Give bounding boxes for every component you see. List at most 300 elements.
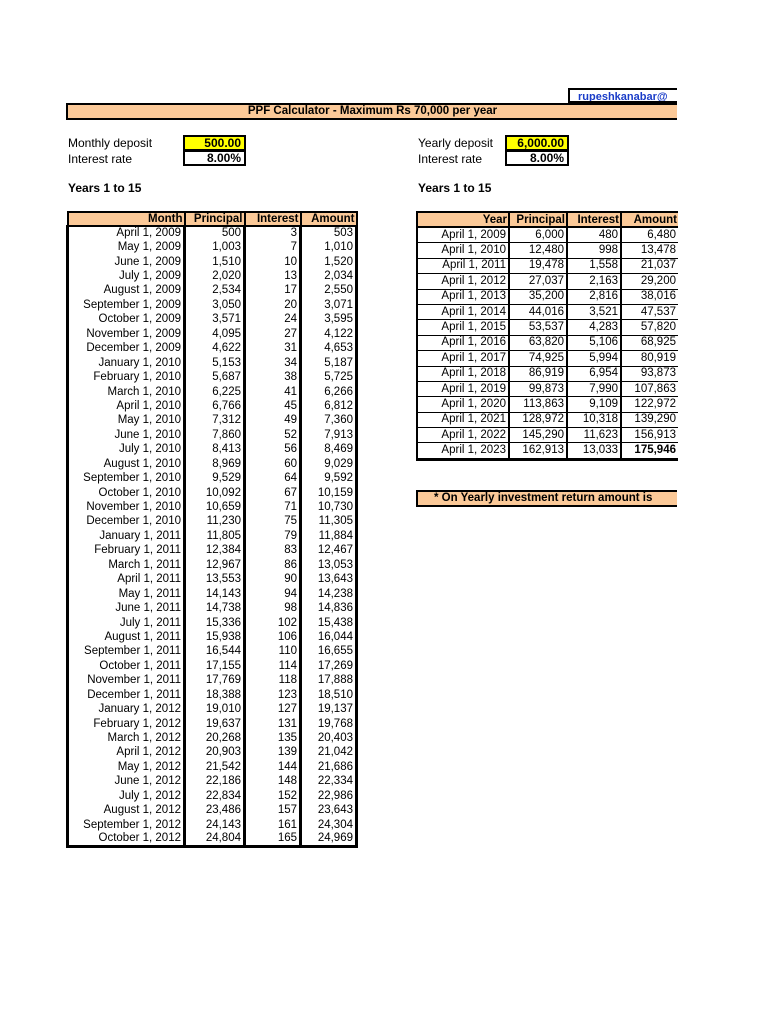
cell-interest: 998 (567, 243, 621, 258)
table-row (68, 486, 357, 500)
cell-date: April 1, 2009 (68, 226, 185, 240)
table-row (68, 674, 357, 688)
cell-date: April 1, 2009 (417, 227, 509, 243)
cell-date: August 1, 2009 (68, 284, 185, 298)
cell-principal: 9,529 (185, 471, 245, 485)
cell-date: July 1, 2011 (68, 616, 185, 630)
cell-interest: 2,816 (567, 289, 621, 304)
table-row (68, 255, 357, 269)
table-row (68, 832, 357, 847)
table-row (68, 356, 357, 370)
cell-date: June 1, 2011 (68, 601, 185, 615)
cell-amount: 3,595 (301, 313, 357, 327)
cell-date: April 1, 2023 (417, 443, 509, 459)
cell-interest: 165 (245, 832, 301, 847)
cell-date: December 1, 2010 (68, 515, 185, 529)
cell-date: February 1, 2012 (68, 717, 185, 731)
cell-amount: 139,290 (621, 412, 678, 427)
cell-interest: 135 (245, 731, 301, 745)
table-row (68, 298, 357, 312)
cell-date: April 1, 2012 (68, 746, 185, 760)
cell-principal: 22,834 (185, 789, 245, 803)
cell-amount: 23,643 (301, 804, 357, 818)
cell-principal: 44,016 (509, 304, 567, 319)
cell-amount: 57,820 (621, 320, 678, 335)
column-header-interest: Interest (245, 212, 301, 226)
cell-interest: 52 (245, 428, 301, 442)
table-row (68, 731, 357, 745)
cell-principal: 10,092 (185, 486, 245, 500)
cell-date: September 1, 2012 (68, 818, 185, 832)
cell-amount: 1,010 (301, 240, 357, 254)
yearly-deposit-field[interactable]: 6,000.00 (505, 135, 569, 151)
cell-amount: 14,238 (301, 587, 357, 601)
cell-amount: 12,467 (301, 544, 357, 558)
cell-interest: 127 (245, 702, 301, 716)
cell-interest: 480 (567, 227, 621, 243)
table-row (68, 240, 357, 254)
table-row (417, 320, 678, 335)
cell-amount: 16,044 (301, 630, 357, 644)
cell-amount: 24,304 (301, 818, 357, 832)
cell-date: April 1, 2013 (417, 289, 509, 304)
cell-amount: 1,520 (301, 255, 357, 269)
cell-amount: 15,438 (301, 616, 357, 630)
cell-interest: 148 (245, 775, 301, 789)
cell-amount: 5,187 (301, 356, 357, 370)
cell-amount: 122,972 (621, 397, 678, 412)
cell-interest: 3,521 (567, 304, 621, 319)
cell-amount: 22,986 (301, 789, 357, 803)
cell-principal: 12,480 (509, 243, 567, 258)
table-row (68, 804, 357, 818)
cell-principal: 16,544 (185, 645, 245, 659)
cell-amount: 93,873 (621, 366, 678, 381)
cell-date: February 1, 2011 (68, 544, 185, 558)
cell-principal: 53,537 (509, 320, 567, 335)
cell-principal: 4,622 (185, 342, 245, 356)
table-row (417, 335, 678, 350)
cell-interest: 71 (245, 500, 301, 514)
table-row (68, 818, 357, 832)
cell-principal: 20,903 (185, 746, 245, 760)
cell-principal: 6,000 (509, 227, 567, 243)
cell-date: April 1, 2017 (417, 351, 509, 366)
table-row (417, 366, 678, 381)
table-row (68, 573, 357, 587)
cell-principal: 24,143 (185, 818, 245, 832)
cell-interest: 79 (245, 529, 301, 543)
interest-rate-field[interactable]: 8.00% (183, 150, 246, 166)
cell-principal: 128,972 (509, 412, 567, 427)
cell-interest: 67 (245, 486, 301, 500)
cell-principal: 18,388 (185, 688, 245, 702)
table-row (68, 500, 357, 514)
cell-date: January 1, 2010 (68, 356, 185, 370)
cell-principal: 11,230 (185, 515, 245, 529)
cell-principal: 3,050 (185, 298, 245, 312)
cell-amount: 19,768 (301, 717, 357, 731)
cell-amount: 17,269 (301, 659, 357, 673)
cell-date: April 1, 2016 (417, 335, 509, 350)
yearly-interest-rate-label: Interest rate (418, 152, 483, 166)
cell-amount: 4,653 (301, 342, 357, 356)
table-row (417, 397, 678, 412)
cell-amount: 11,305 (301, 515, 357, 529)
cell-principal: 21,542 (185, 760, 245, 774)
email-link[interactable]: rupeshkanabar@ (568, 88, 677, 103)
cell-amount: 20,403 (301, 731, 357, 745)
cell-interest: 64 (245, 471, 301, 485)
cell-amount: 6,812 (301, 399, 357, 413)
cell-interest: 106 (245, 630, 301, 644)
cell-interest: 17 (245, 284, 301, 298)
cell-interest: 110 (245, 645, 301, 659)
table-row (68, 702, 357, 716)
cell-date: April 1, 2020 (417, 397, 509, 412)
cell-interest: 7 (245, 240, 301, 254)
cell-principal: 17,155 (185, 659, 245, 673)
cell-principal: 5,687 (185, 370, 245, 384)
cell-date: October 1, 2009 (68, 313, 185, 327)
cell-interest: 10,318 (567, 412, 621, 427)
cell-amount: 47,537 (621, 304, 678, 319)
table-row (68, 428, 357, 442)
cell-date: March 1, 2012 (68, 731, 185, 745)
cell-amount: 21,037 (621, 258, 678, 273)
cell-date: October 1, 2010 (68, 486, 185, 500)
table-row (417, 381, 678, 396)
cell-principal: 7,312 (185, 414, 245, 428)
cell-date: April 1, 2011 (68, 573, 185, 587)
cell-interest: 157 (245, 804, 301, 818)
cell-principal: 113,863 (509, 397, 567, 412)
cell-principal: 63,820 (509, 335, 567, 350)
cell-date: April 1, 2015 (417, 320, 509, 335)
cell-amount: 3,071 (301, 298, 357, 312)
cell-amount: 16,655 (301, 645, 357, 659)
cell-date: November 1, 2009 (68, 327, 185, 341)
cell-date: October 1, 2011 (68, 659, 185, 673)
cell-date: April 1, 2019 (417, 381, 509, 396)
cell-principal: 8,413 (185, 443, 245, 457)
table-row (417, 289, 678, 304)
cell-interest: 1,558 (567, 258, 621, 273)
cell-date: April 1, 2012 (417, 274, 509, 289)
cell-amount: 19,137 (301, 702, 357, 716)
cell-date: April 1, 2014 (417, 304, 509, 319)
cell-date: September 1, 2011 (68, 645, 185, 659)
cell-amount: 29,200 (621, 274, 678, 289)
cell-principal: 27,037 (509, 274, 567, 289)
cell-date: August 1, 2010 (68, 457, 185, 471)
cell-amount: 68,925 (621, 335, 678, 350)
cell-date: November 1, 2011 (68, 674, 185, 688)
cell-interest: 13,033 (567, 443, 621, 459)
cell-amount: 2,550 (301, 284, 357, 298)
table-row (68, 385, 357, 399)
cell-date: August 1, 2012 (68, 804, 185, 818)
yearly-deposit-label: Yearly deposit (418, 136, 493, 150)
cell-date: November 1, 2010 (68, 500, 185, 514)
cell-amount: 9,592 (301, 471, 357, 485)
cell-principal: 8,969 (185, 457, 245, 471)
yearly-note: * On Yearly investment return amount is (416, 490, 677, 507)
cell-amount: 80,919 (621, 351, 678, 366)
yearly-table (416, 211, 678, 461)
table-row (68, 342, 357, 356)
cell-amount: 18,510 (301, 688, 357, 702)
cell-principal: 13,553 (185, 573, 245, 587)
cell-date: April 1, 2018 (417, 366, 509, 381)
table-row (68, 327, 357, 341)
monthly-deposit-label: Monthly deposit (68, 136, 153, 150)
cell-date: October 1, 2012 (68, 832, 185, 847)
cell-amount: 17,888 (301, 674, 357, 688)
column-header-principal: Principal (185, 212, 245, 226)
table-row (68, 269, 357, 283)
cell-amount: 13,053 (301, 558, 357, 572)
cell-principal: 14,143 (185, 587, 245, 601)
table-row (68, 399, 357, 413)
cell-date: May 1, 2010 (68, 414, 185, 428)
table-row (68, 616, 357, 630)
table-row (68, 284, 357, 298)
cell-interest: 11,623 (567, 428, 621, 443)
page-title: PPF Calculator - Maximum Rs 70,000 per year (66, 103, 677, 120)
cell-interest: 49 (245, 414, 301, 428)
cell-date: July 1, 2009 (68, 269, 185, 283)
cell-date: February 1, 2010 (68, 370, 185, 384)
cell-amount: 4,122 (301, 327, 357, 341)
cell-amount: 22,334 (301, 775, 357, 789)
table-row (68, 313, 357, 327)
cell-interest: 114 (245, 659, 301, 673)
cell-principal: 22,186 (185, 775, 245, 789)
cell-date: March 1, 2011 (68, 558, 185, 572)
cell-amount: 13,643 (301, 573, 357, 587)
cell-amount: 21,042 (301, 746, 357, 760)
table-row (68, 760, 357, 774)
cell-amount: 14,836 (301, 601, 357, 615)
table-row (417, 243, 678, 258)
cell-date: June 1, 2010 (68, 428, 185, 442)
cell-amount: 24,969 (301, 832, 357, 847)
cell-date: July 1, 2012 (68, 789, 185, 803)
table-row (417, 258, 678, 273)
cell-interest: 3 (245, 226, 301, 240)
cell-interest: 5,994 (567, 351, 621, 366)
table-row (417, 227, 678, 243)
cell-principal: 35,200 (509, 289, 567, 304)
table-row (417, 412, 678, 427)
cell-principal: 19,637 (185, 717, 245, 731)
cell-principal: 15,336 (185, 616, 245, 630)
cell-interest: 10 (245, 255, 301, 269)
cell-amount: 2,034 (301, 269, 357, 283)
cell-amount: 175,946 (621, 443, 678, 459)
column-header-amount: Amount (301, 212, 357, 226)
cell-date: May 1, 2011 (68, 587, 185, 601)
cell-amount: 11,884 (301, 529, 357, 543)
cell-principal: 15,938 (185, 630, 245, 644)
cell-interest: 13 (245, 269, 301, 283)
cell-principal: 12,967 (185, 558, 245, 572)
cell-interest: 123 (245, 688, 301, 702)
cell-amount: 503 (301, 226, 357, 240)
table-row (68, 630, 357, 644)
cell-principal: 2,020 (185, 269, 245, 283)
table-row (68, 746, 357, 760)
cell-amount: 6,480 (621, 227, 678, 243)
cell-interest: 7,990 (567, 381, 621, 396)
cell-date: April 1, 2010 (68, 399, 185, 413)
cell-interest: 90 (245, 573, 301, 587)
cell-amount: 7,360 (301, 414, 357, 428)
cell-principal: 6,766 (185, 399, 245, 413)
cell-principal: 2,534 (185, 284, 245, 298)
cell-principal: 1,003 (185, 240, 245, 254)
cell-amount: 8,469 (301, 443, 357, 457)
cell-principal: 4,095 (185, 327, 245, 341)
table-row (417, 274, 678, 289)
cell-interest: 161 (245, 818, 301, 832)
cell-amount: 10,159 (301, 486, 357, 500)
cell-principal: 99,873 (509, 381, 567, 396)
table-row (68, 443, 357, 457)
cell-amount: 6,266 (301, 385, 357, 399)
cell-interest: 86 (245, 558, 301, 572)
cell-date: September 1, 2009 (68, 298, 185, 312)
cell-interest: 27 (245, 327, 301, 341)
table-row (68, 370, 357, 384)
cell-amount: 7,913 (301, 428, 357, 442)
table-row (68, 515, 357, 529)
cell-interest: 4,283 (567, 320, 621, 335)
table-row (68, 717, 357, 731)
monthly-section-heading: Years 1 to 15 (68, 181, 142, 195)
cell-principal: 19,478 (509, 258, 567, 273)
cell-interest: 45 (245, 399, 301, 413)
cell-date: May 1, 2012 (68, 760, 185, 774)
cell-date: April 1, 2011 (417, 258, 509, 273)
cell-principal: 14,738 (185, 601, 245, 615)
cell-interest: 9,109 (567, 397, 621, 412)
table-row (68, 414, 357, 428)
cell-principal: 3,571 (185, 313, 245, 327)
cell-principal: 86,919 (509, 366, 567, 381)
cell-principal: 17,769 (185, 674, 245, 688)
cell-interest: 139 (245, 746, 301, 760)
cell-principal: 1,510 (185, 255, 245, 269)
cell-amount: 156,913 (621, 428, 678, 443)
cell-principal: 23,486 (185, 804, 245, 818)
cell-date: April 1, 2021 (417, 412, 509, 427)
cell-amount: 9,029 (301, 457, 357, 471)
cell-principal: 162,913 (509, 443, 567, 459)
table-row (68, 457, 357, 471)
table-row (68, 226, 357, 240)
cell-amount: 5,725 (301, 370, 357, 384)
cell-principal: 12,384 (185, 544, 245, 558)
cell-interest: 34 (245, 356, 301, 370)
cell-amount: 107,863 (621, 381, 678, 396)
cell-date: July 1, 2010 (68, 443, 185, 457)
cell-principal: 74,925 (509, 351, 567, 366)
cell-date: April 1, 2010 (417, 243, 509, 258)
table-row (417, 351, 678, 366)
table-row (68, 645, 357, 659)
cell-interest: 24 (245, 313, 301, 327)
cell-date: April 1, 2022 (417, 428, 509, 443)
cell-interest: 60 (245, 457, 301, 471)
cell-date: December 1, 2011 (68, 688, 185, 702)
cell-date: March 1, 2010 (68, 385, 185, 399)
table-row (68, 688, 357, 702)
cell-date: September 1, 2010 (68, 471, 185, 485)
table-row (68, 601, 357, 615)
table-row (417, 428, 678, 443)
cell-interest: 152 (245, 789, 301, 803)
cell-date: June 1, 2009 (68, 255, 185, 269)
cell-interest: 102 (245, 616, 301, 630)
cell-principal: 19,010 (185, 702, 245, 716)
cell-interest: 56 (245, 443, 301, 457)
cell-amount: 21,686 (301, 760, 357, 774)
cell-amount: 10,730 (301, 500, 357, 514)
yearly-interest-rate-field[interactable]: 8.00% (505, 150, 569, 166)
monthly-deposit-field[interactable]: 500.00 (183, 135, 246, 151)
cell-interest: 144 (245, 760, 301, 774)
column-header-principal: Principal (509, 212, 567, 227)
table-row (417, 443, 678, 459)
cell-interest: 2,163 (567, 274, 621, 289)
cell-interest: 38 (245, 370, 301, 384)
table-row (417, 304, 678, 319)
table-row (68, 558, 357, 572)
cell-interest: 20 (245, 298, 301, 312)
table-row (68, 544, 357, 558)
cell-date: May 1, 2009 (68, 240, 185, 254)
cell-interest: 98 (245, 601, 301, 615)
interest-rate-label: Interest rate (68, 152, 133, 166)
column-header-interest: Interest (567, 212, 621, 227)
table-row (68, 775, 357, 789)
table-row (68, 529, 357, 543)
cell-interest: 5,106 (567, 335, 621, 350)
cell-interest: 131 (245, 717, 301, 731)
cell-interest: 118 (245, 674, 301, 688)
table-row (68, 587, 357, 601)
column-header-amount: Amount (621, 212, 678, 227)
cell-interest: 83 (245, 544, 301, 558)
cell-interest: 31 (245, 342, 301, 356)
cell-principal: 7,860 (185, 428, 245, 442)
cell-interest: 6,954 (567, 366, 621, 381)
table-row (68, 659, 357, 673)
cell-principal: 20,268 (185, 731, 245, 745)
cell-date: August 1, 2011 (68, 630, 185, 644)
column-header-year: Year (417, 212, 509, 227)
cell-principal: 10,659 (185, 500, 245, 514)
yearly-section-heading: Years 1 to 15 (418, 181, 492, 195)
monthly-table (66, 211, 358, 848)
column-header-month: Month (68, 212, 185, 226)
cell-amount: 13,478 (621, 243, 678, 258)
table-row (68, 789, 357, 803)
cell-principal: 6,225 (185, 385, 245, 399)
cell-interest: 41 (245, 385, 301, 399)
